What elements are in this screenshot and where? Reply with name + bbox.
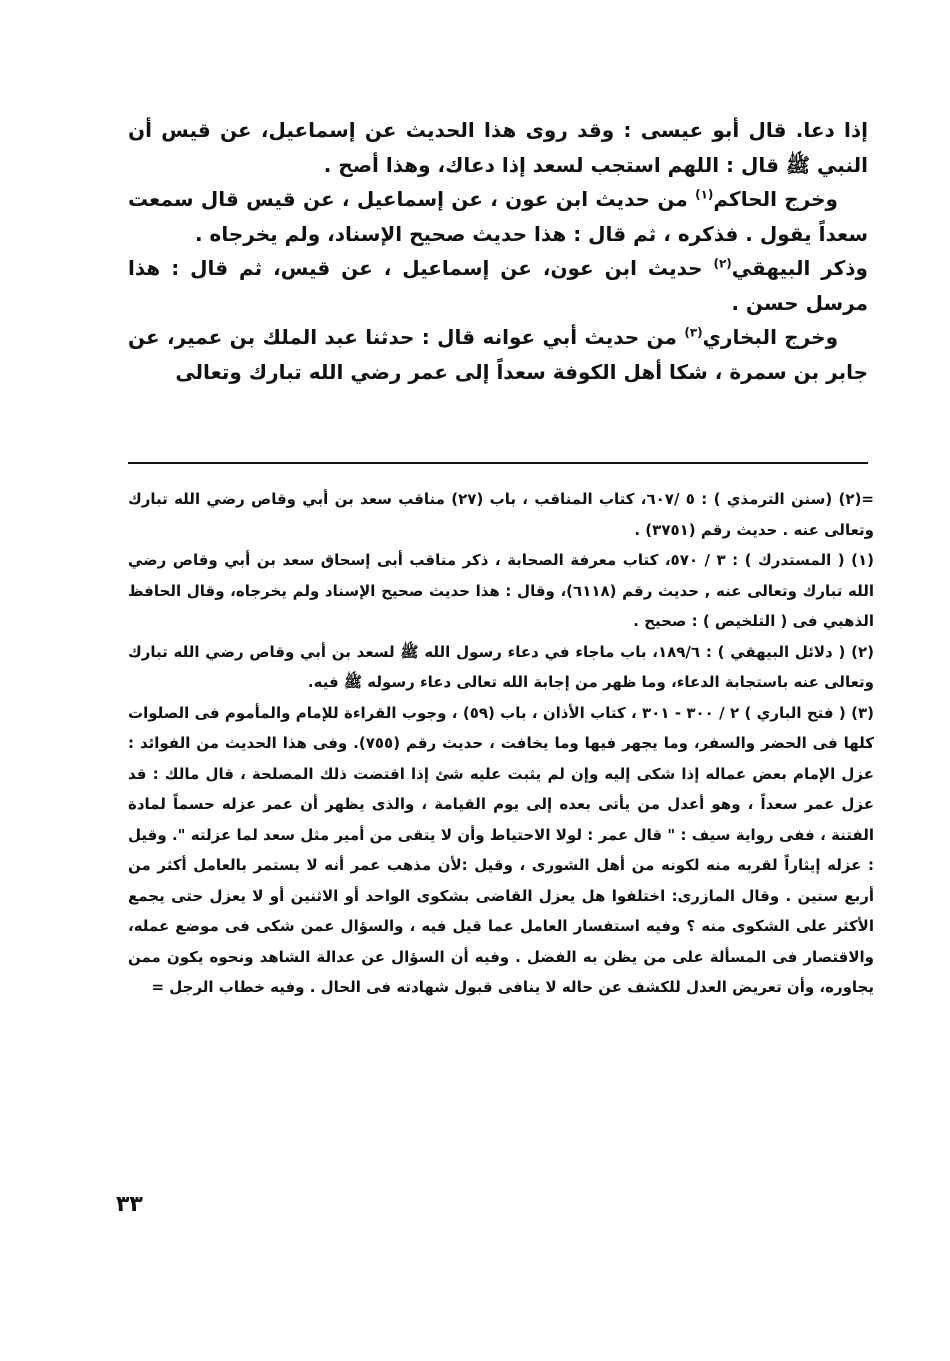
footnotes-section bbox=[128, 484, 874, 1003]
footnote-3: (٣) ( فتح الباري ) ٢ / ٣٠٠ - ٣٠١ ، كتاب الأذان ، باب (٥٩) ، وجوب القراءة للإمام والمأموم فى الصلوات كلها فى الحضر والسفر، وما يجهر فيها وما يخافت ، حديث رقم (٧٥٥). وفى هذا الحديث من الفوائد : عزل الإمام بعض عماله إذا شكى إليه وإن لم يثبت عليه شئ إذا اقتضت ذلك المصلحة ، قال مالك : قد عزل عمر سعداً ، وهو أعدل من يأتى بعده إلى يوم القيامة ، والذى يظهر أن عمر عزله حسماً لمادة الفتنة ، ففى رواية سيف : " قال عمر : لولا الاحتياط وأن لا يتقى من أمير مثل سعد لما عزلته ". وقيل : عزله إيثاراً لقربه منه لكونه من أهل الشورى ، وقيل :لأن مذهب عمر أنه لا يستمر بالعامل أكثر من أربع سنين . وقال المازرى: اختلفوا هل يعزل القاضى بشكوى الواحد أو الاثنين أو لا يعزل حتى يجمع الأكثر على الشكوى منه ؟ وفيه استفسار العامل عما قيل فيه ، والسؤال عمن شكى فى موضع عمله، والاقتصار فى المسألة على من يظن به الفضل . وفيه أن السؤال عن عدالة الشاهد ونحوه يكون ممن يجاوره، وأن تعريض العدل للكشف عن حاله لا ينافى قبول شهادته فى الحال . وفيه خطاب الرجل = bbox=[128, 703, 875, 996]
paragraph-4 bbox=[128, 320, 868, 389]
footnote-ref-2: (٢) bbox=[713, 256, 732, 271]
footnote-ref-3: (٣) bbox=[684, 325, 703, 340]
footnote-2: (٢) ( دلائل البيهقي ) : ١٨٩/٦، باب ماجاء في دعاء رسول الله ﷺ لسعد بن أبي وقاص رضي الله تبارك وتعالى عنه باستجابة الدعاء، وما ظهر من إجابة الله تعالى دعاء رسوله ﷺ فيه. bbox=[128, 642, 874, 691]
paragraph-2 bbox=[128, 182, 868, 251]
paragraph-2-rest: من حديث ابن عون ، عن إسماعيل ، عن قيس قال سمعت سعداً يقول . فذكره ، ثم قال : هذا حديث صحيح الإسناد، ولم يخرجاه . bbox=[128, 187, 868, 246]
page-number: ٣٣ bbox=[116, 1192, 143, 1217]
footnote-continued: =(٢) (سنن الترمذي ) : ٥ /٦٠٧، كتاب المناقب ، باب (٢٧) مناقب سعد بن أبي وقاص رضي الله تبارك وتعالى عنه . حديث رقم (٣٧٥١) . bbox=[128, 490, 874, 539]
main-text-body bbox=[128, 113, 868, 389]
paragraph-4-rest: من حديث أبي عوانه قال : حدثنا عبد الملك بن عمير، عن جابر بن سمرة ، شكا أهل الكوفة سعداً إلى عمر رضي الله تبارك وتعالى bbox=[128, 325, 868, 384]
paragraph-2-start: وخرج الحاكم bbox=[713, 187, 838, 211]
footnote-1: (١) ( المستدرك ) : ٣ / ٥٧٠، كتاب معرفة الصحابة ، ذكر مناقب أبى إسحاق سعد بن أبي وقاص رضي الله تبارك وتعالى عنه , حديث رقم (٦١١٨)، وقال : هذا حديث صحيح الإسناد ولم يخرجاه، وقال الحافظ الذهبي فى ( التلخيص ) : صحيح . bbox=[128, 551, 874, 630]
paragraph-4-start: وخرج البخاري bbox=[702, 325, 838, 349]
paragraph-3-rest: حديث ابن عون، عن إسماعيل ، عن قيس، ثم قال : هذا مرسل حسن . bbox=[128, 256, 868, 315]
footnote-ref-1: (١) bbox=[695, 187, 714, 202]
paragraph-1: إذا دعا. قال أبو عيسى : وقد روى هذا الحديث عن إسماعيل، عن قيس أن النبي ﷺ قال : اللهم استجب لسعد إذا دعاك، وهذا أصح . bbox=[128, 118, 868, 177]
footnote-separator bbox=[128, 462, 868, 464]
paragraph-3 bbox=[128, 251, 868, 320]
paragraph-3-start: وذكر البيهقي bbox=[731, 256, 868, 280]
